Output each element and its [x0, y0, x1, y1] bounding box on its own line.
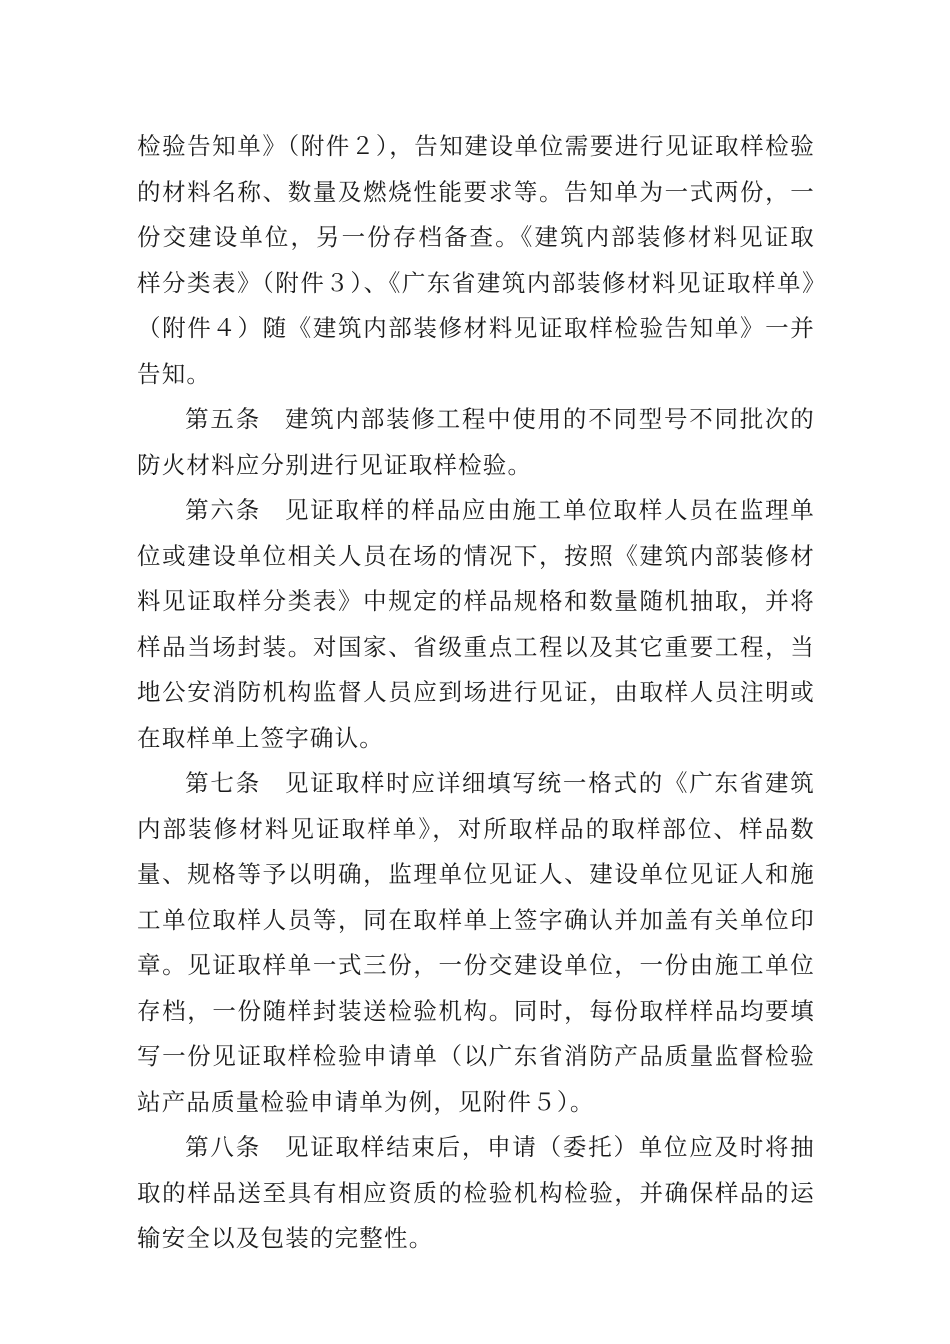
- paragraph-article-6: [137, 488, 815, 761]
- paragraph-text: 见证取样时应详细填写统一格式的《广东省建筑内部装修材料见证取样单》，对所取样品的取样部位、样品数量、规格等予以明确，监理单位见证人、建设单位见证人和施工单位取样人员等，同在取样单上签字确认并加盖有关单位印章。见证取样单一式三份，一份交建设单位，一份由施工单位存档，一份随样封装送检验机构。同时，每份取样样品均要填写一份见证取样检验申请单（以广东省消防产品质量监督检验站产品质量检验申请单为例，见附件５）。: [137, 769, 815, 1116]
- article-number: 第七条: [185, 769, 261, 797]
- article-number: 第五条: [185, 405, 261, 433]
- article-number: 第八条: [185, 1133, 261, 1161]
- paragraph-text: 见证取样的样品应由施工单位取样人员在监理单位或建设单位相关人员在场的情况下，按照《建筑内部装修材料见证取样分类表》中规定的样品规格和数量随机抽取，并将样品当场封装。对国家、省级重点工程以及其它重要工程，当地公安消防机构监督人员应到场进行见证，由取样人员注明或在取样单上签字确认。: [137, 496, 815, 752]
- document-body: [137, 124, 815, 1262]
- paragraph-text: 检验告知单》（附件２），告知建设单位需要进行见证取样检验的材料名称、数量及燃烧性能要求等。告知单为一式两份，一份交建设单位，另一份存档备查。《建筑内部装修材料见证取样分类表》（附件３）、《广东省建筑内部装修材料见证取样单》（附件４）随《建筑内部装修材料见证取样检验告知单》一并告知。: [137, 132, 815, 388]
- paragraph-article-7: [137, 761, 815, 1125]
- paragraph-article-5: [137, 397, 815, 488]
- article-number: 第六条: [185, 496, 261, 524]
- paragraph-text: 建筑内部装修工程中使用的不同型号不同批次的防火材料应分别进行见证取样检验。: [137, 405, 815, 479]
- paragraph-text: 见证取样结束后，申请（委托）单位应及时将抽取的样品送至具有相应资质的检验机构检验，并确保样品的运输安全以及包装的完整性。: [137, 1133, 815, 1252]
- paragraph-article-8: [137, 1125, 815, 1262]
- paragraph-continuation: [137, 124, 815, 397]
